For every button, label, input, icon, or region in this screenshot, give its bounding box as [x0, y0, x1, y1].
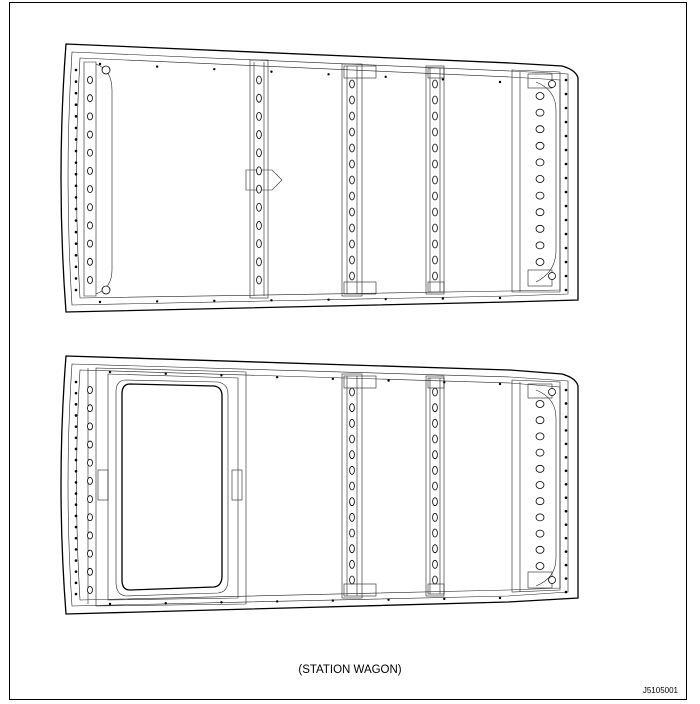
cross-member-1-top: [246, 60, 282, 298]
sunroof-opening: [122, 384, 222, 590]
cross-member-2-top: [342, 64, 376, 296]
cross-member-2-bottom: [342, 374, 376, 598]
roof-panel-bottom: [61, 356, 578, 614]
roof-panel-top: [61, 44, 578, 312]
roof-inner-line-top: [77, 58, 561, 298]
roof-flange-top: [68, 52, 568, 305]
roof-outline-bottom: [61, 356, 578, 614]
figure-caption: (STATION WAGON): [298, 664, 402, 676]
front-header-curve-top: [96, 64, 112, 294]
sunroof-frame: [88, 368, 246, 606]
roof-inner-line-bottom: [77, 370, 561, 600]
fastener-holes-top: [75, 63, 568, 303]
figure-id: J5105001: [642, 686, 678, 695]
fastener-holes-bottom: [75, 371, 568, 605]
rear-header-top: [512, 70, 560, 292]
roof-outline-top: [61, 44, 578, 312]
roof-flange-bottom: [68, 364, 568, 606]
